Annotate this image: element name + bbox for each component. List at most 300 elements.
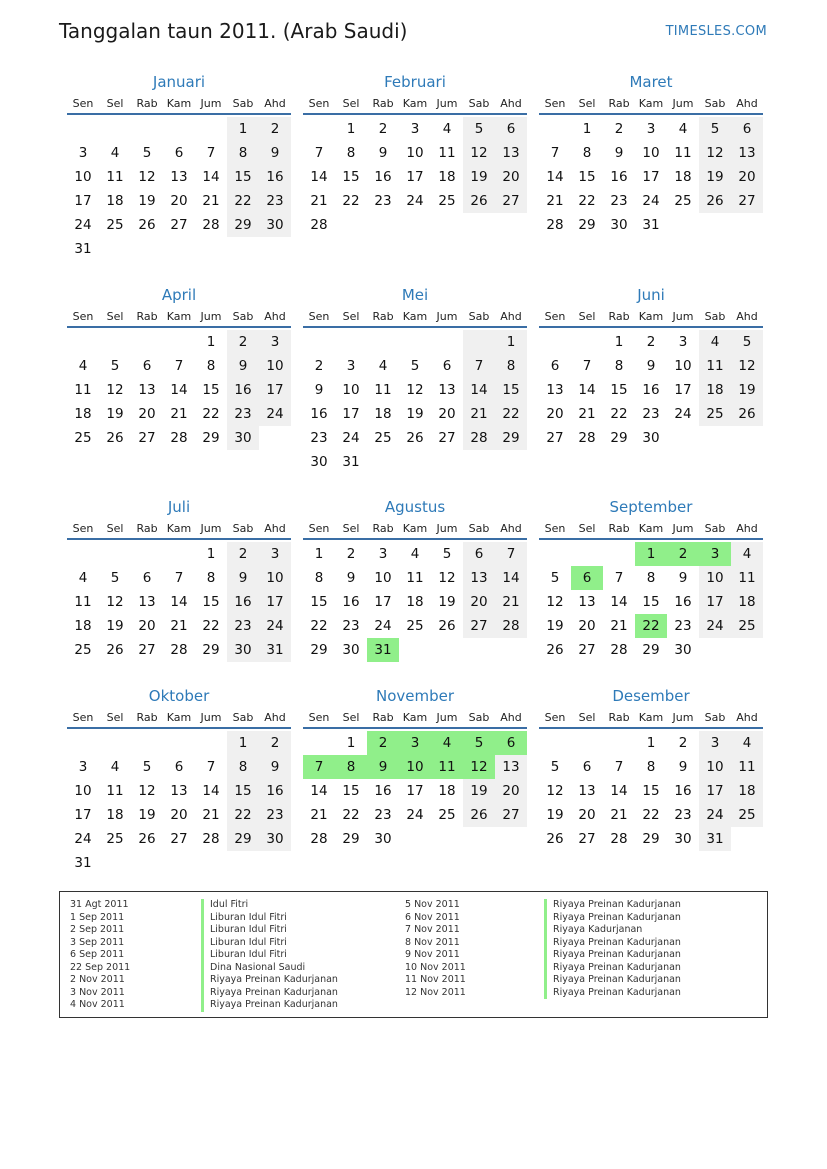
day-cell: 17 — [699, 779, 731, 803]
day-cell: 22 — [635, 614, 667, 638]
day-cell: 24 — [259, 614, 291, 638]
day-cell: 14 — [170, 382, 188, 398]
day-cell: 30 — [374, 831, 392, 847]
legend-holiday-name: Riyaya Preinan Kadurjanan — [544, 974, 681, 987]
week-row — [67, 165, 291, 189]
day-cell: 11 — [674, 145, 692, 161]
weekday-label: Sab — [232, 97, 254, 110]
day-cell: 23 — [674, 807, 692, 823]
day-cell: 13 — [438, 382, 456, 398]
day-cell: 5 — [110, 570, 120, 586]
weekday-header — [303, 518, 527, 540]
day-cell: 23 — [259, 189, 291, 213]
empty-cell — [163, 731, 195, 755]
empty-cell — [67, 330, 99, 354]
weekday-label: Sab — [232, 310, 254, 323]
day-cell: 17 — [406, 783, 424, 799]
day-cell: 22 — [342, 193, 360, 209]
week-row — [303, 755, 527, 779]
day-cell: 26 — [463, 189, 495, 213]
day-cell: 22 — [642, 807, 660, 823]
week-row — [67, 851, 291, 875]
legend-date: 6 Sep 2011 — [70, 949, 125, 960]
weekday-header — [67, 306, 291, 328]
empty-cell — [731, 426, 763, 450]
legend-date: 7 Nov 2011 — [405, 924, 460, 935]
weekday-label: Rab — [136, 522, 158, 535]
weekday-label: Sen — [72, 97, 94, 110]
day-cell: 14 — [310, 783, 328, 799]
week-row — [539, 779, 763, 803]
day-cell: 25 — [438, 807, 456, 823]
day-cell: 1 — [635, 542, 667, 566]
week-row — [303, 189, 527, 213]
empty-cell — [539, 542, 571, 566]
day-cell: 13 — [546, 382, 564, 398]
day-cell: 26 — [463, 803, 495, 827]
week-row — [539, 590, 763, 614]
legend-date: 2 Sep 2011 — [70, 924, 125, 935]
week-row — [303, 450, 527, 474]
week-row — [303, 614, 527, 638]
empty-cell — [539, 330, 571, 354]
week-row — [303, 402, 527, 426]
day-cell: 9 — [314, 382, 324, 398]
day-cell: 11 — [374, 382, 392, 398]
empty-cell — [367, 330, 399, 354]
empty-cell — [131, 117, 163, 141]
day-cell: 18 — [674, 169, 692, 185]
empty-cell — [67, 731, 99, 755]
day-cell: 25 — [74, 430, 92, 446]
day-cell: 30 — [610, 217, 628, 233]
day-cell: 6 — [142, 570, 152, 586]
empty-cell — [163, 330, 195, 354]
month-name: Juli — [167, 498, 191, 516]
day-cell: 9 — [259, 755, 291, 779]
weekday-label: Rab — [608, 310, 630, 323]
day-cell: 18 — [374, 406, 392, 422]
week-row — [303, 165, 527, 189]
empty-cell — [463, 827, 495, 851]
day-cell: 29 — [578, 217, 596, 233]
empty-cell — [463, 638, 495, 662]
month-name: Maret — [629, 73, 673, 91]
day-cell: 22 — [578, 193, 596, 209]
day-cell: 14 — [202, 169, 220, 185]
week-row — [67, 614, 291, 638]
day-cell: 8 — [206, 570, 216, 586]
week-row — [303, 827, 527, 851]
day-cell: 18 — [74, 406, 92, 422]
day-cell: 15 — [342, 169, 360, 185]
week-row — [539, 566, 763, 590]
day-cell: 27 — [170, 217, 188, 233]
day-cell: 16 — [259, 779, 291, 803]
day-cell: 15 — [227, 779, 259, 803]
day-cell: 1 — [346, 121, 356, 137]
day-cell: 11 — [431, 755, 463, 779]
day-cell: 2 — [259, 731, 291, 755]
day-cell: 16 — [342, 594, 360, 610]
day-cell: 16 — [310, 406, 328, 422]
day-cell: 19 — [406, 406, 424, 422]
day-cell: 4 — [78, 358, 88, 374]
day-cell: 20 — [138, 618, 156, 634]
day-cell: 20 — [138, 406, 156, 422]
day-cell: 3 — [410, 121, 420, 137]
legend-holiday-name: Riyaya Preinan Kadurjanan — [544, 949, 681, 962]
legend-names-right — [544, 899, 681, 999]
month-name: April — [161, 286, 197, 304]
day-cell: 15 — [610, 382, 628, 398]
week-row — [539, 213, 763, 237]
weekday-header — [539, 707, 763, 729]
day-cell: 10 — [74, 169, 92, 185]
empty-cell — [163, 542, 195, 566]
day-cell: 1 — [582, 121, 592, 137]
weekday-label: Kam — [166, 711, 192, 724]
weekday-label: Jum — [436, 97, 458, 110]
day-cell: 31 — [367, 638, 399, 662]
weekday-label: Sen — [308, 711, 330, 724]
week-row — [67, 354, 291, 378]
day-cell: 1 — [495, 330, 527, 354]
day-cell: 4 — [410, 546, 420, 562]
day-cell: 6 — [495, 117, 527, 141]
day-cell: 12 — [438, 570, 456, 586]
empty-cell — [131, 330, 163, 354]
day-cell: 17 — [342, 406, 360, 422]
empty-cell — [195, 851, 227, 875]
weekday-label: Kam — [402, 711, 428, 724]
day-cell: 17 — [406, 169, 424, 185]
weekday-label: Rab — [608, 522, 630, 535]
day-cell: 12 — [106, 382, 124, 398]
day-cell: 19 — [546, 807, 564, 823]
empty-cell — [495, 213, 527, 237]
empty-cell — [303, 117, 335, 141]
legend-holiday-name: Dina Nasional Saudi — [201, 962, 338, 975]
day-cell: 27 — [495, 803, 527, 827]
weekday-label: Rab — [372, 97, 394, 110]
day-cell: 6 — [463, 542, 495, 566]
day-cell: 15 — [642, 783, 660, 799]
weekday-label: Sab — [704, 310, 726, 323]
day-cell: 1 — [227, 731, 259, 755]
empty-cell — [463, 330, 495, 354]
day-cell: 21 — [610, 618, 628, 634]
day-cell: 1 — [206, 334, 216, 350]
empty-cell — [195, 117, 227, 141]
day-cell: 23 — [342, 618, 360, 634]
day-cell: 24 — [342, 430, 360, 446]
weekday-label: Sen — [544, 711, 566, 724]
day-cell: 3 — [678, 334, 688, 350]
day-cell: 22 — [310, 618, 328, 634]
day-cell: 22 — [227, 189, 259, 213]
day-cell: 8 — [495, 354, 527, 378]
weekday-label: Ahd — [500, 522, 522, 535]
day-cell: 6 — [495, 731, 527, 755]
week-row — [303, 590, 527, 614]
month-name: Februari — [384, 73, 446, 91]
day-cell: 18 — [106, 807, 124, 823]
weekday-label: Rab — [372, 711, 394, 724]
day-cell: 9 — [227, 566, 259, 590]
weekday-label: Kam — [166, 310, 192, 323]
weekday-label: Jum — [672, 711, 694, 724]
day-cell: 25 — [74, 642, 92, 658]
weekday-label: Kam — [166, 97, 192, 110]
day-cell: 30 — [674, 642, 692, 658]
legend-date: 8 Nov 2011 — [405, 936, 460, 948]
month-name: Mei — [401, 286, 429, 304]
day-cell: 27 — [463, 614, 495, 638]
weekday-label: Sel — [578, 522, 596, 535]
empty-cell — [399, 638, 431, 662]
empty-cell — [99, 542, 131, 566]
week-row — [539, 330, 763, 354]
day-cell: 15 — [310, 594, 328, 610]
day-cell: 4 — [678, 121, 688, 137]
empty-cell — [131, 731, 163, 755]
day-cell: 9 — [678, 570, 688, 586]
day-cell: 16 — [610, 169, 628, 185]
day-cell: 23 — [610, 193, 628, 209]
day-cell: 6 — [174, 145, 184, 161]
legend-date: 5 Nov 2011 — [405, 899, 460, 910]
weekday-label: Jum — [200, 522, 222, 535]
day-cell: 12 — [463, 141, 495, 165]
weekday-label: Sen — [308, 97, 330, 110]
day-cell: 12 — [138, 169, 156, 185]
day-cell: 1 — [614, 334, 624, 350]
day-cell: 6 — [442, 358, 452, 374]
week-row — [539, 614, 763, 638]
day-cell: 26 — [138, 217, 156, 233]
day-cell: 20 — [578, 618, 596, 634]
day-cell: 5 — [142, 759, 152, 775]
day-cell: 7 — [582, 358, 592, 374]
day-cell: 25 — [406, 618, 424, 634]
brand-link[interactable]: TIMESLES.COM — [665, 24, 767, 39]
day-cell: 11 — [74, 382, 92, 398]
day-cell: 1 — [227, 117, 259, 141]
empty-cell — [131, 542, 163, 566]
day-cell: 19 — [138, 193, 156, 209]
empty-cell — [431, 213, 463, 237]
empty-cell — [463, 450, 495, 474]
day-cell: 26 — [699, 189, 731, 213]
day-cell: 9 — [346, 570, 356, 586]
day-cell: 21 — [170, 618, 188, 634]
empty-cell — [67, 117, 99, 141]
day-cell: 24 — [699, 614, 731, 638]
week-row — [67, 402, 291, 426]
weekday-label: Kam — [638, 310, 664, 323]
day-cell: 10 — [406, 145, 424, 161]
weekday-label: Rab — [608, 711, 630, 724]
empty-cell — [431, 330, 463, 354]
day-cell: 3 — [78, 145, 88, 161]
day-cell: 4 — [110, 145, 120, 161]
day-cell: 27 — [578, 831, 596, 847]
day-cell: 18 — [438, 783, 456, 799]
day-cell: 23 — [227, 614, 259, 638]
month-name: Desember — [612, 687, 690, 705]
legend-holiday-name: Riyaya Preinan Kadurjanan — [544, 962, 681, 975]
weekday-label: Sel — [106, 97, 124, 110]
legend-holiday-name: Riyaya Preinan Kadurjanan — [201, 999, 338, 1012]
day-cell: 20 — [578, 807, 596, 823]
day-cell: 8 — [646, 570, 656, 586]
week-row — [539, 755, 763, 779]
empty-cell — [303, 731, 335, 755]
day-cell: 3 — [259, 542, 291, 566]
day-cell: 16 — [374, 169, 392, 185]
empty-cell — [195, 731, 227, 755]
day-cell: 20 — [731, 165, 763, 189]
day-cell: 6 — [174, 759, 184, 775]
day-cell: 20 — [170, 807, 188, 823]
day-cell: 7 — [495, 542, 527, 566]
month-name: Agustus — [384, 498, 446, 516]
day-cell: 13 — [463, 566, 495, 590]
day-cell: 18 — [699, 378, 731, 402]
empty-cell — [603, 731, 635, 755]
empty-cell — [571, 330, 603, 354]
weekday-label: Sab — [704, 522, 726, 535]
day-cell: 5 — [731, 330, 763, 354]
weekday-label: Rab — [136, 97, 158, 110]
day-cell: 30 — [227, 638, 259, 662]
day-cell: 13 — [138, 382, 156, 398]
week-row — [303, 542, 527, 566]
day-cell: 29 — [310, 642, 328, 658]
legend-date: 31 Agt 2011 — [70, 899, 129, 910]
day-cell: 3 — [259, 330, 291, 354]
empty-cell — [603, 542, 635, 566]
day-cell: 14 — [495, 566, 527, 590]
day-cell: 30 — [642, 430, 660, 446]
day-cell: 16 — [642, 382, 660, 398]
day-cell: 29 — [342, 831, 360, 847]
empty-cell — [431, 638, 463, 662]
day-cell: 2 — [346, 546, 356, 562]
day-cell: 4 — [110, 759, 120, 775]
day-cell: 21 — [578, 406, 596, 422]
legend-holiday-name: Riyaya Preinan Kadurjanan — [201, 974, 338, 987]
day-cell: 5 — [463, 117, 495, 141]
week-row — [539, 827, 763, 851]
day-cell: 20 — [463, 590, 495, 614]
week-row — [67, 117, 291, 141]
weekday-label: Sab — [232, 711, 254, 724]
week-row — [303, 213, 527, 237]
day-cell: 3 — [699, 731, 731, 755]
empty-cell — [131, 851, 163, 875]
day-cell: 25 — [374, 430, 392, 446]
day-cell: 13 — [495, 755, 527, 779]
day-cell: 24 — [642, 193, 660, 209]
day-cell: 19 — [438, 594, 456, 610]
day-cell: 7 — [303, 755, 335, 779]
weekday-label: Sab — [704, 97, 726, 110]
page-title: Tanggalan taun 2011. (Arab Saudi) — [59, 19, 408, 43]
day-cell: 6 — [582, 759, 592, 775]
month-name: Oktober — [148, 687, 210, 705]
day-cell: 19 — [106, 406, 124, 422]
day-cell: 29 — [227, 213, 259, 237]
day-cell: 15 — [578, 169, 596, 185]
day-cell: 26 — [546, 642, 564, 658]
week-row — [303, 330, 527, 354]
weekday-label: Ahd — [736, 522, 758, 535]
weekday-label: Jum — [672, 97, 694, 110]
day-cell: 12 — [731, 354, 763, 378]
day-cell: 18 — [406, 594, 424, 610]
month-block — [303, 496, 527, 662]
empty-cell — [731, 827, 763, 851]
week-row — [303, 117, 527, 141]
day-cell: 3 — [399, 731, 431, 755]
month-name: November — [375, 687, 455, 705]
empty-cell — [335, 330, 367, 354]
empty-cell — [99, 851, 131, 875]
day-cell: 2 — [367, 731, 399, 755]
week-row — [539, 117, 763, 141]
weekday-header — [67, 707, 291, 729]
day-cell: 11 — [106, 169, 124, 185]
day-cell: 26 — [406, 430, 424, 446]
legend-holiday-name: Riyaya Preinan Kadurjanan — [544, 912, 681, 925]
day-cell: 11 — [699, 354, 731, 378]
week-row — [539, 189, 763, 213]
day-cell: 11 — [731, 566, 763, 590]
day-cell: 4 — [442, 121, 452, 137]
day-cell: 18 — [438, 169, 456, 185]
day-cell: 4 — [378, 358, 388, 374]
month-block — [539, 685, 763, 851]
day-cell: 17 — [259, 590, 291, 614]
day-cell: 19 — [138, 807, 156, 823]
empty-cell — [259, 426, 291, 450]
day-cell: 8 — [314, 570, 324, 586]
empty-cell — [495, 827, 527, 851]
weekday-label: Kam — [638, 97, 664, 110]
day-cell: 10 — [674, 358, 692, 374]
day-cell: 12 — [699, 141, 731, 165]
day-cell: 17 — [699, 590, 731, 614]
legend-holiday-name: Riyaya Preinan Kadurjanan — [544, 937, 681, 950]
month-block — [303, 284, 527, 474]
weekday-label: Sel — [342, 97, 360, 110]
empty-cell — [259, 851, 291, 875]
day-cell: 28 — [610, 831, 628, 847]
day-cell: 2 — [646, 334, 656, 350]
legend-holiday-name: Riyaya Preinan Kadurjanan — [544, 899, 681, 912]
weekday-label: Sab — [468, 97, 490, 110]
day-cell: 7 — [550, 145, 560, 161]
day-cell: 30 — [674, 831, 692, 847]
empty-cell — [731, 213, 763, 237]
day-cell: 20 — [438, 406, 456, 422]
weekday-label: Rab — [136, 310, 158, 323]
day-cell: 12 — [546, 594, 564, 610]
legend-holiday-name: Riyaya Kadurjanan — [544, 924, 681, 937]
weekday-header — [67, 518, 291, 540]
